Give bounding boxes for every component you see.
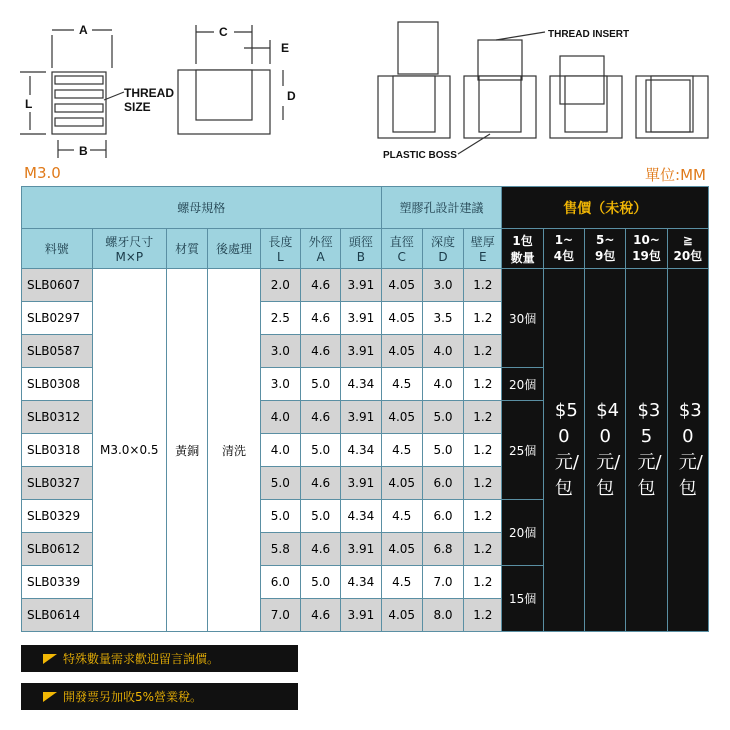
- dim-a-cell: 5.0: [300, 566, 340, 599]
- dim-d-cell: 5.0: [422, 434, 463, 467]
- dim-e-cell: 1.2: [464, 401, 502, 434]
- dim-c-cell: 4.5: [381, 368, 422, 401]
- dim-l-cell: 6.0: [260, 566, 300, 599]
- dim-c-cell: 4.05: [381, 401, 422, 434]
- label-a: A: [79, 23, 88, 37]
- dim-b-cell: 4.34: [341, 434, 381, 467]
- part-no-cell: SLB0587: [22, 335, 93, 368]
- qty-cell: 15個: [502, 566, 543, 632]
- price-cell-2: $40元/包: [585, 269, 626, 632]
- dim-d-cell: 8.0: [422, 599, 463, 632]
- dim-c-cell: 4.5: [381, 566, 422, 599]
- dim-d-cell: 4.0: [422, 368, 463, 401]
- part-no-cell: SLB0329: [22, 500, 93, 533]
- dim-a-cell: 4.6: [300, 467, 340, 500]
- col-hole-dia: 直徑 C: [381, 229, 422, 269]
- col-wall: 壁厚 E: [464, 229, 502, 269]
- dim-e-cell: 1.2: [464, 500, 502, 533]
- dim-c-cell: 4.5: [381, 500, 422, 533]
- dim-d-cell: 5.0: [422, 401, 463, 434]
- dim-e-cell: 1.2: [464, 566, 502, 599]
- col-part-no: 料號: [22, 229, 93, 269]
- note-special-qty: [21, 645, 298, 672]
- dim-a-cell: 4.6: [300, 401, 340, 434]
- dim-l-cell: 7.0: [260, 599, 300, 632]
- dim-b-cell: 3.91: [341, 302, 381, 335]
- dim-b-cell: 3.91: [341, 335, 381, 368]
- qty-cell: 20個: [502, 500, 543, 566]
- col-qty: 1包 數量: [502, 229, 543, 269]
- dim-e-cell: 1.2: [464, 599, 502, 632]
- dim-d-cell: 7.0: [422, 566, 463, 599]
- dim-e-cell: 1.2: [464, 467, 502, 500]
- dim-a-cell: 4.6: [300, 269, 340, 302]
- price-cell-3: $35元/包: [626, 269, 667, 632]
- dim-l-cell: 5.0: [260, 500, 300, 533]
- dim-a-cell: 5.0: [300, 500, 340, 533]
- label-plastic-boss: PLASTIC BOSS: [383, 150, 457, 161]
- dim-a-cell: 5.0: [300, 434, 340, 467]
- part-no-cell: SLB0612: [22, 533, 93, 566]
- col-depth: 深度 D: [422, 229, 463, 269]
- dim-c-cell: 4.05: [381, 467, 422, 500]
- dim-a-cell: 4.6: [300, 335, 340, 368]
- dim-c-cell: 4.05: [381, 302, 422, 335]
- label-l: L: [25, 97, 33, 111]
- dim-l-cell: 3.0: [260, 368, 300, 401]
- col-price-4: ≧ 20包: [667, 229, 708, 269]
- dim-l-cell: 4.0: [260, 401, 300, 434]
- insert-body: [52, 72, 106, 134]
- hole-design-header: 塑膠孔設計建議: [381, 187, 502, 229]
- label-thread: THREAD: [124, 86, 174, 100]
- nut-spec-header: 螺母規格: [22, 187, 382, 229]
- dim-b-cell: 4.34: [341, 500, 381, 533]
- dim-d-cell: 4.0: [422, 335, 463, 368]
- part-no-cell: SLB0614: [22, 599, 93, 632]
- price-cell-4: $30元/包: [667, 269, 708, 632]
- part-no-cell: SLB0318: [22, 434, 93, 467]
- dim-e-cell: 1.2: [464, 434, 502, 467]
- label-c: C: [219, 25, 228, 39]
- label-b: B: [79, 144, 88, 158]
- dimension-diagrams: [0, 0, 730, 165]
- triangle-icon: [43, 692, 57, 702]
- dim-c-cell: 4.5: [381, 434, 422, 467]
- qty-cell: 25個: [502, 401, 543, 500]
- dim-a-cell: 4.6: [300, 533, 340, 566]
- col-price-2: 5~ 9包: [585, 229, 626, 269]
- col-price-1: 1~ 4包: [543, 229, 584, 269]
- dim-a-cell: 4.6: [300, 302, 340, 335]
- dim-b-cell: 3.91: [341, 533, 381, 566]
- part-no-cell: SLB0297: [22, 302, 93, 335]
- dim-l-cell: 2.0: [260, 269, 300, 302]
- dim-a-cell: 5.0: [300, 368, 340, 401]
- label-d: D: [287, 89, 296, 103]
- post-process-cell: 清洗: [208, 269, 260, 632]
- col-head-dia: 頭徑 B: [341, 229, 381, 269]
- dim-e-cell: 1.2: [464, 533, 502, 566]
- label-e: E: [281, 41, 290, 55]
- dim-c-cell: 4.05: [381, 335, 422, 368]
- dim-b-cell: 4.34: [341, 566, 381, 599]
- dim-d-cell: 3.0: [422, 269, 463, 302]
- dim-b-cell: 3.91: [341, 467, 381, 500]
- spec-table: [21, 186, 709, 632]
- label-thread-insert: THREAD INSERT: [548, 29, 630, 40]
- dim-a-cell: 4.6: [300, 599, 340, 632]
- dim-b-cell: 3.91: [341, 401, 381, 434]
- part-no-cell: SLB0327: [22, 467, 93, 500]
- model-label: M3.0: [24, 164, 61, 182]
- dim-d-cell: 3.5: [422, 302, 463, 335]
- part-no-cell: SLB0312: [22, 401, 93, 434]
- note-text: 開發票另加收5%營業稅。: [63, 690, 203, 704]
- dim-d-cell: 6.0: [422, 500, 463, 533]
- part-no-cell: SLB0607: [22, 269, 93, 302]
- note-text: 特殊數量需求歡迎留言詢價。: [63, 652, 220, 666]
- col-price-3: 10~ 19包: [626, 229, 667, 269]
- col-outer-dia: 外徑 A: [300, 229, 340, 269]
- unit-label: 單位:MM: [645, 166, 706, 184]
- label-size: SIZE: [124, 100, 151, 114]
- thread-cell: M3.0×0.5: [92, 269, 167, 632]
- dim-c-cell: 4.05: [381, 599, 422, 632]
- dim-b-cell: 4.34: [341, 368, 381, 401]
- col-material: 材質: [167, 229, 208, 269]
- dim-e-cell: 1.2: [464, 368, 502, 401]
- table-row: [22, 269, 709, 302]
- material-cell: 黃銅: [167, 269, 208, 632]
- dim-l-cell: 4.0: [260, 434, 300, 467]
- dim-e-cell: 1.2: [464, 302, 502, 335]
- col-post-process: 後處理: [208, 229, 260, 269]
- dim-b-cell: 3.91: [341, 269, 381, 302]
- dim-e-cell: 1.2: [464, 269, 502, 302]
- price-title: 售價（未稅）: [502, 187, 709, 229]
- dim-c-cell: 4.05: [381, 533, 422, 566]
- triangle-icon: [43, 654, 57, 664]
- dim-b-cell: 3.91: [341, 599, 381, 632]
- col-length: 長度 L: [260, 229, 300, 269]
- dim-c-cell: 4.05: [381, 269, 422, 302]
- dim-d-cell: 6.8: [422, 533, 463, 566]
- price-cell-1: $50元/包: [543, 269, 584, 632]
- dim-l-cell: 5.8: [260, 533, 300, 566]
- part-no-cell: SLB0308: [22, 368, 93, 401]
- part-no-cell: SLB0339: [22, 566, 93, 599]
- qty-cell: 30個: [502, 269, 543, 368]
- dim-l-cell: 2.5: [260, 302, 300, 335]
- dim-e-cell: 1.2: [464, 335, 502, 368]
- note-invoice-tax: [21, 683, 298, 710]
- dim-l-cell: 5.0: [260, 467, 300, 500]
- qty-cell: 20個: [502, 368, 543, 401]
- dim-l-cell: 3.0: [260, 335, 300, 368]
- col-thread: 螺牙尺寸 M×P: [92, 229, 167, 269]
- dim-d-cell: 6.0: [422, 467, 463, 500]
